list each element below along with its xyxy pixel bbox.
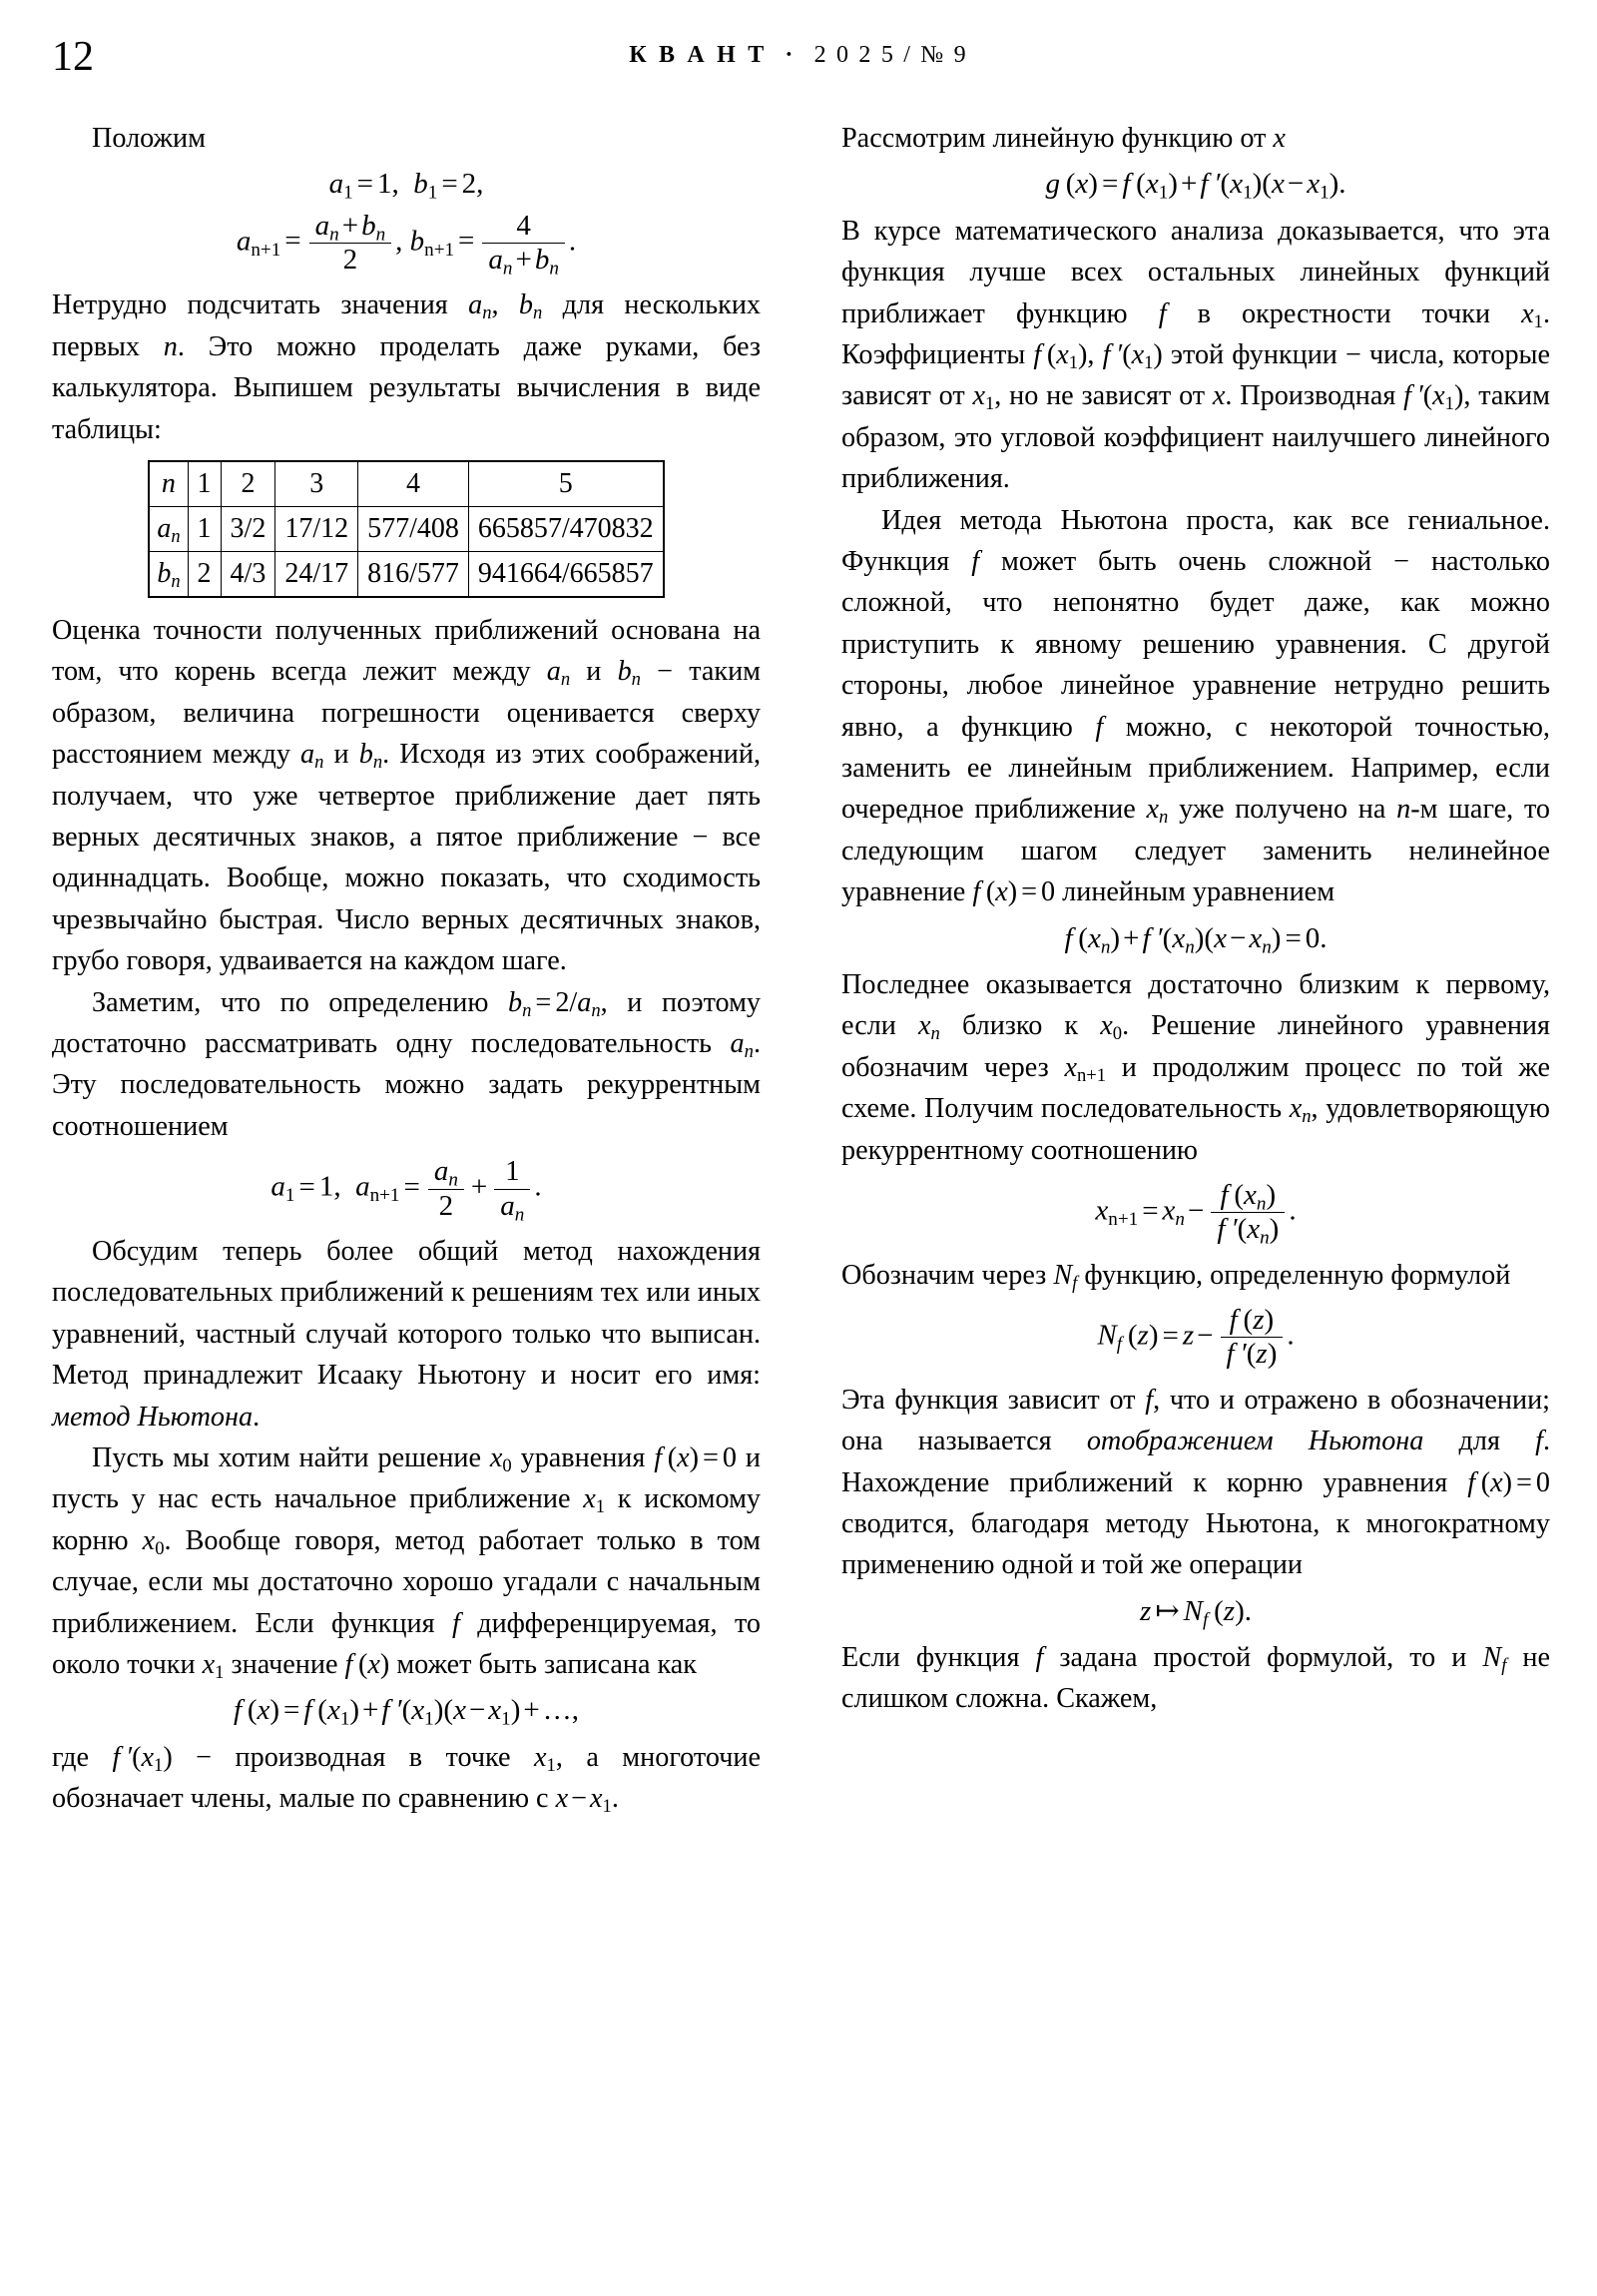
table-cell: 2 bbox=[188, 552, 221, 598]
page-number: 12 bbox=[52, 34, 94, 80]
equation-recurrence-a: $a_1 = 1$, $a_{n+1}$ = $\frac{a_n}{2}$ + $\frac{1}{a_n}$ . bbox=[270, 1155, 542, 1225]
table-cell: 24/17 bbox=[275, 552, 358, 598]
paragraph-ocenka: Оценка точности полученных приближений основана на том, что корень всегда лежит между $a_n$ и $b_n$ − таким образом, величина погрешности оценивается сверху расстоянием между $a_n$ и $b_n$. Исходя из этих соображений, получаем, что уже четвертое приближение дает пять верных десятичных знаков, а пятое приближение − все одиннадцать. Вообще, можно показать, что сходимость чрезвычайно быстрая. Число верных десятичных знаков, грубо говоря, удваивается на каждом шаге. bbox=[52, 615, 761, 977]
table-cell: 1 bbox=[188, 507, 221, 552]
page-header bbox=[0, 34, 1597, 84]
equation-recurrence-ab: $a_{n+1}$ = $\frac{a_n + b_n}{2}$ , $b_{n+1}$ = $\frac{4}{a_n + b_n}$ . bbox=[236, 209, 577, 280]
table-row-a bbox=[149, 507, 663, 552]
table-row-b bbox=[149, 552, 663, 598]
paragraph-polozhim: Положим bbox=[92, 123, 206, 154]
paragraph-pust: Пусть мы хотим найти решение $x_0$ уравнения f (x) = 0 и пусть у нас есть начальное приближение $x_1$ к искомому корню $x_0$. Вообще говоря, метод работает только в том случае, если мы достаточно хорошо угадали с начальным приближением. Если функция f дифференцируемая, то около точки $x_1$ значение f (x) может быть записана как bbox=[52, 1441, 762, 1684]
paragraph-rassmotrim: Рассмотрим линейную функцию от x bbox=[841, 123, 1286, 154]
table-col-4: 4 bbox=[358, 461, 469, 507]
running-head bbox=[0, 42, 1597, 69]
header-separator: · bbox=[785, 42, 797, 68]
term-newton-map: отображением Ньютона bbox=[1086, 1426, 1424, 1457]
table-rowlabel-b: $b_n$ bbox=[149, 552, 188, 598]
equation-newton-map: $N_f$ (z) = z − $\frac{f (z)}{f '(z)}$ . bbox=[1097, 1304, 1295, 1371]
equation-newton-iteration: $x_{n+1} = x_n$ − $\frac{f (x_n)}{f '(x_n)}$ . bbox=[1095, 1179, 1297, 1249]
paragraph-etafunkciya: Эта функция зависит от f, что и отражено в обозначении; она называется отображением Ньютона для f. Нахождение приближений к корню уравнения f (x) = 0 сводится, благодаря методу Ньютона, к многократному применению одной и той же операции bbox=[841, 1384, 1551, 1581]
paragraph-obsudim: Обсудим теперь более общий метод нахождения последовательных приближений к решениям тех или иных уравнений, частный случай которого только что выписан. Метод принадлежит Исааку Ньютону и носит его имя: метод Ньютона. bbox=[52, 1235, 761, 1433]
table-cell: 665857/470832 bbox=[468, 507, 663, 552]
values-table bbox=[148, 460, 664, 598]
paragraph-gde: где f $'(x_1)$ − производная в точке $x_1$, а многоточие обозначает члены, малые по сравнению с $x - x_1$. bbox=[52, 1741, 761, 1818]
table-cell: 816/577 bbox=[358, 552, 469, 598]
right-column bbox=[841, 118, 1550, 1720]
equation-taylor-expansion: f (x) = f $(x_1) + f$ $'(x_1)(x - x_1)$ + …, bbox=[233, 1694, 580, 1730]
table-col-1: 1 bbox=[188, 461, 221, 507]
table-col-5: 5 bbox=[468, 461, 663, 507]
table-row-header bbox=[149, 461, 663, 507]
paragraph-oboznachim: Обозначим через $N_f$ функцию, определенную формулой bbox=[841, 1259, 1511, 1294]
table-col-2: 2 bbox=[221, 461, 275, 507]
table-header-n: n bbox=[149, 461, 188, 507]
table-cell: 17/12 bbox=[275, 507, 358, 552]
left-column bbox=[52, 118, 761, 1820]
paragraph-netrudno: Нетрудно подсчитать значения $a_n$, $b_n$ для нескольких первых n. Это можно проделать даже руками, без калькулятора. Выпишем результаты вычисления в виде таблицы: bbox=[52, 289, 762, 445]
table-container bbox=[52, 460, 761, 598]
term-newton-method: метод Ньютона bbox=[52, 1401, 254, 1433]
table-rowlabel-a: $a_n$ bbox=[149, 507, 188, 552]
table-cell: 3/2 bbox=[221, 507, 275, 552]
paragraph-vkurse: В курсе математического анализа доказывается, что эта функция лучше всех остальных линейных функций приближает функцию f в окрестности точки $x_1$. Коэффициенты f $(x_1)$, f $'(x_1)$ этой функции − числа, которые зависят от $x_1$, но не зависят от x. Производная f $'(x_1)$, таким образом, это угловой коэффициент наилучшего линейного приближения. bbox=[841, 215, 1551, 495]
paragraph-zametim: Заметим, что по определению $b_n = 2/a_n$, и поэтому достаточно рассматривать одну последовательность $a_n$. Эту последовательность можно задать рекуррентным соотношением bbox=[52, 986, 761, 1142]
table-cell: 941664/665857 bbox=[468, 552, 663, 598]
journal-title: К В А Н Т bbox=[629, 42, 768, 68]
table-cell: 4/3 bbox=[221, 552, 275, 598]
equation-iteration-operation: z ↦ $N_f$ (z). bbox=[1140, 1594, 1252, 1631]
issue-label: 2 0 2 5 / № 9 bbox=[813, 42, 968, 68]
paragraph-poslednee: Последнее оказывается достаточно близким к первому, если $x_n$ близко к $x_0$. Решение линейного уравнения обозначим через $x_{n+1}$ и продолжим процесс по той же схеме. Получим последовательность $x_n$, удовлетворяющую рекуррентному соотношению bbox=[841, 969, 1550, 1166]
equation-initial-values: $a_1 = 1$, $b_1 = 2$, bbox=[328, 168, 484, 204]
equation-linear-function-g: g (x) = f $(x_1) + f$ $'(x_1)(x - x_1)$. bbox=[1045, 168, 1346, 204]
equation-linearized: f $(x_n) + f$ $'(x_n)(x - x_n) = 0$. bbox=[1064, 921, 1328, 957]
paragraph-ideya: Идея метода Ньютона проста, как все гениальное. Функция f может быть очень сложной − настолько сложной, что непонятно будет даже, как можно приступить к явному решению уравнения. С другой стороны, любое линейное уравнение нетрудно решить явно, а функцию f можно, с некоторой точностью, заменить ее линейным приближением. Например, если очередное приближение $x_n$ уже получено на n-м шаге, то следующим шагом следует заменить нелинейное уравнение f (x) = 0 линейным уравнением bbox=[841, 504, 1551, 908]
table-cell: 577/408 bbox=[358, 507, 469, 552]
paragraph-esli: Если функция f задана простой формулой, то и $N_f$ не слишком сложна. Скажем, bbox=[841, 1642, 1550, 1715]
table-col-3: 3 bbox=[275, 461, 358, 507]
